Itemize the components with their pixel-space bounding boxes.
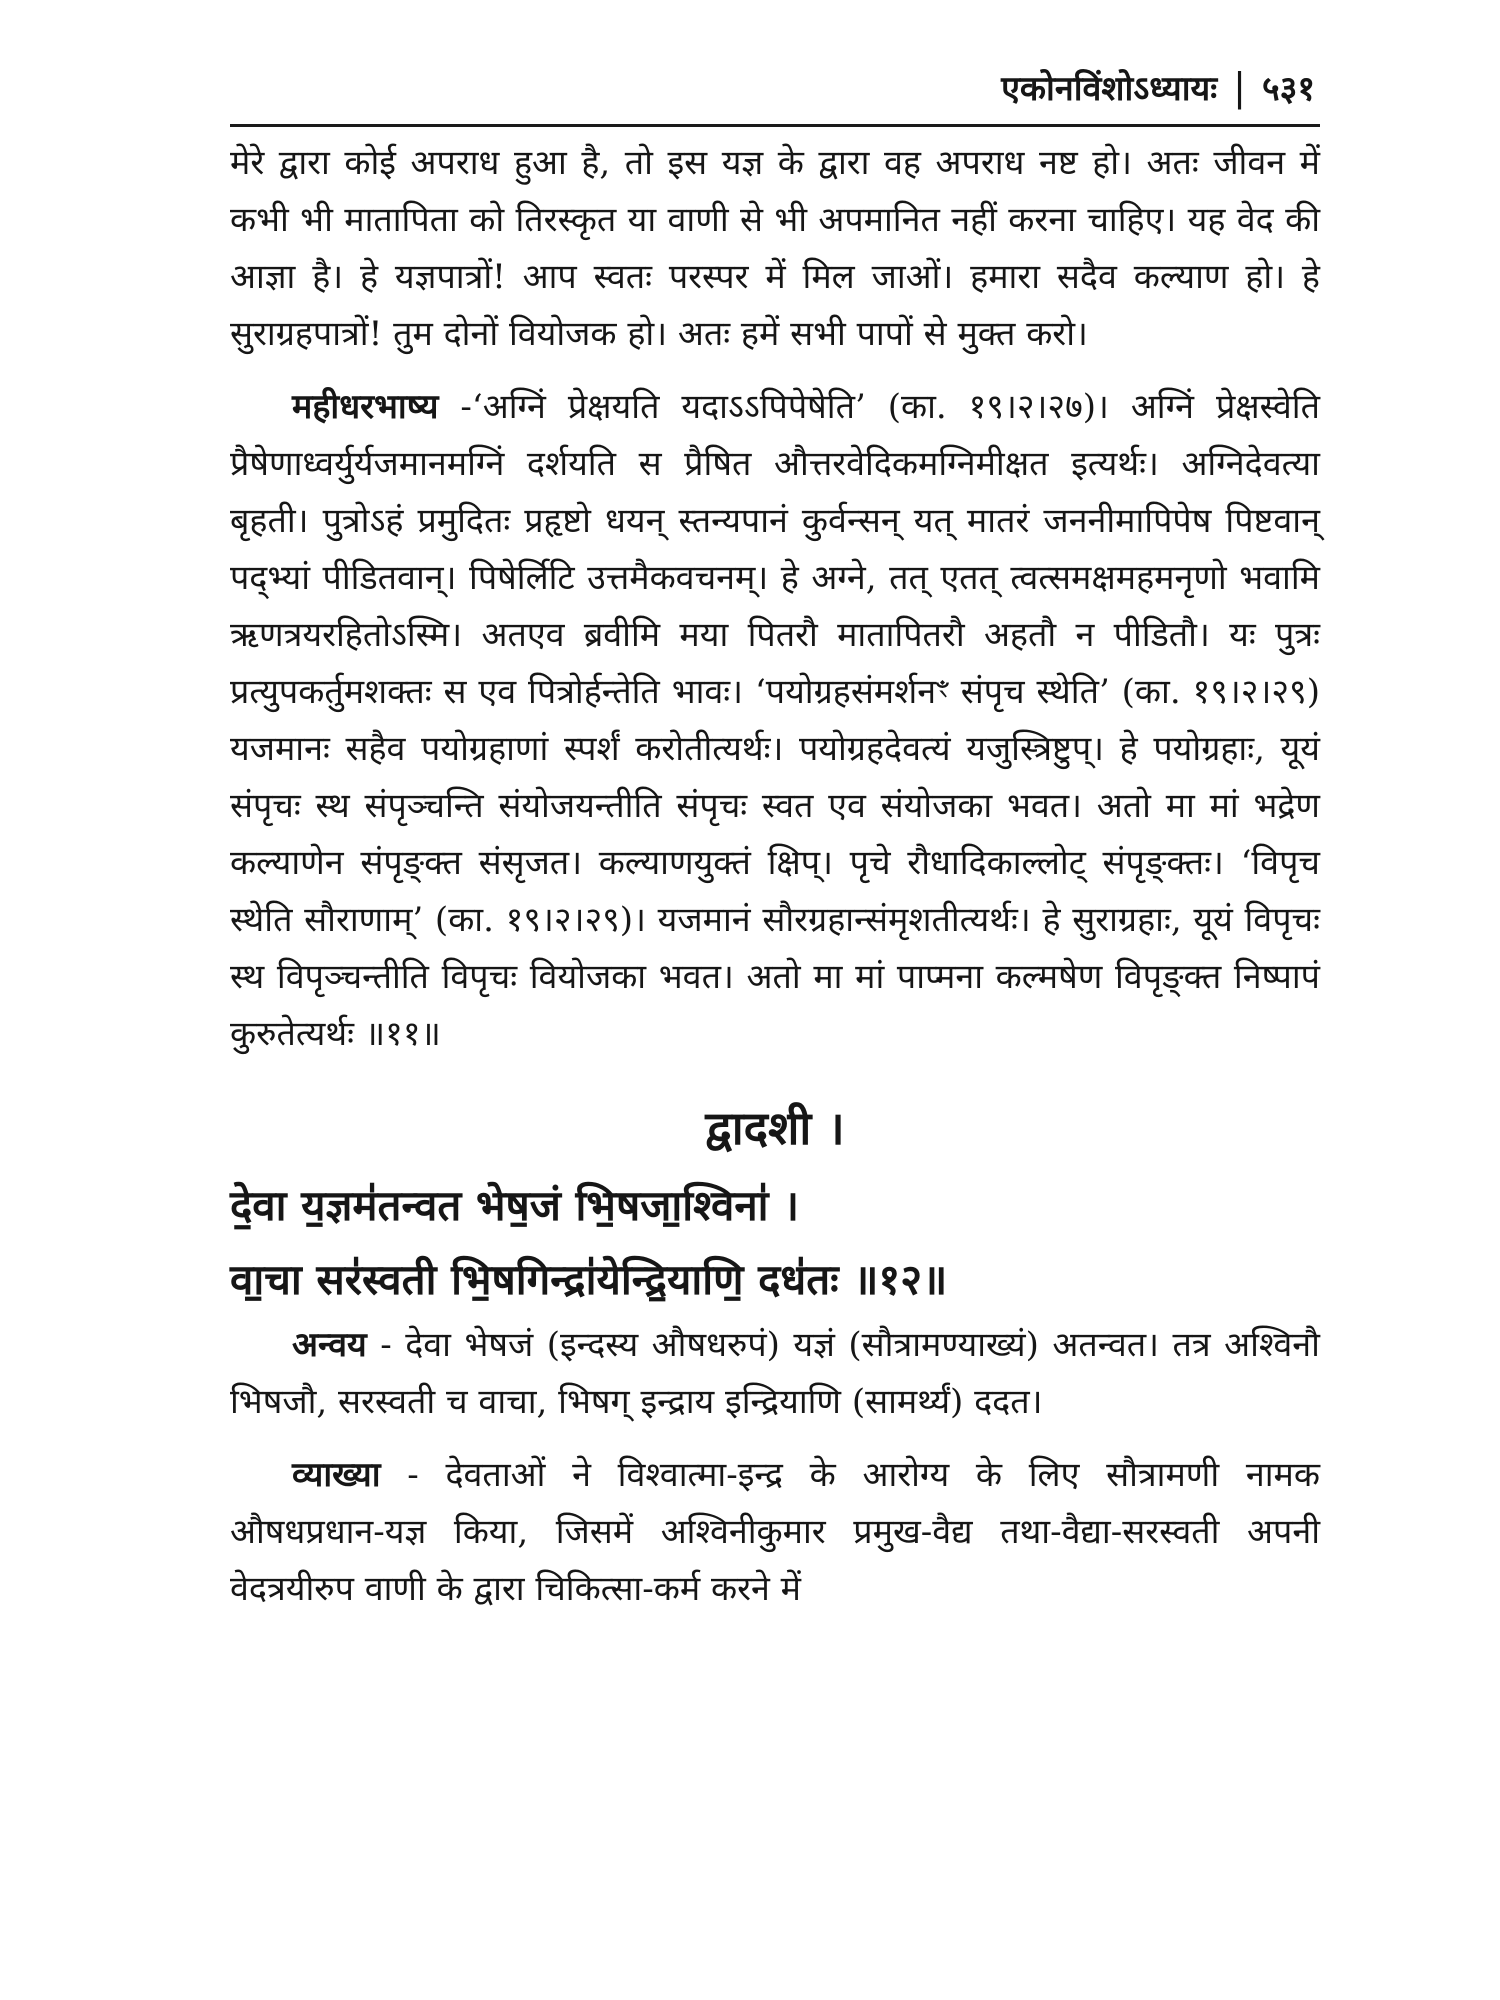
- verse-line-1: दे॒वा य॒ज्ञम॑तन्वत भेष॒जं भि॒षजा॒श्विना॑ ।: [230, 1181, 800, 1230]
- paragraph-anvaya: [230, 1317, 1320, 1431]
- page-body: [230, 135, 1320, 1618]
- page-number: ५३१: [1261, 69, 1315, 109]
- paragraph-mahidhar-bhashya: [230, 379, 1320, 1063]
- paragraph-vyakhya: [230, 1447, 1320, 1618]
- bhashya-text: -‘अग्निं प्रेक्षयति यदाऽऽपिपेषेति’ (का. १९।२।२७)। अग्निं प्रेक्षस्वेति प्रैषेणाध्वर्युर्यजमानमग्निं दर्शयति स प्रैषित औत्तरवेदिकमग्निमीक्षत इत्यर्थः। अग्निदेवत्या बृहती। पुत्रोऽहं प्रमुदितः प्रहृष्टो धयन् स्तन्यपानं कुर्वन्सन् यत् मातरं जननीमापिपेष पिष्टवान् पद्भ्यां पीडितवान्। पिषेर्लिटि उत्तमैकवचनम्। हे अग्ने, तत् एतत् त्वत्समक्षमहमनृणो भवामि ऋणत्रयरहितोऽस्मि। अतएव ब्रवीमि मया पितरौ मातापितरौ अहतौ न पीडितौ। यः पुत्रः प्रत्युपकर्तुमशक्तः स एव पित्रोर्हन्तेति भावः। ‘पयोग्रहसंमर्शनꣳ संपृच स्थेति’ (का. १९।२।२९) यजमानः सहैव पयोग्रहाणां स्पर्शं करोतीत्यर्थः। पयोग्रहदेवत्यं यजुस्त्रिष्टुप्। हे पयोग्रहाः, यूयं संपृचः स्थ संपृञ्चन्ति संयोजयन्तीति संपृचः स्वत एव संयोजका भवत। अतो मा मां भद्रेण कल्याणेन संपृङ्क्त संसृजत। कल्याणयुक्तं क्षिप्। पृचे रौधादिकाल्लोट् संपृङ्क्तः। ‘विपृच स्थेति सौराणाम्’ (का. १९।२।२९)। यजमानं सौरग्रहान्संमृशतीत्यर्थः। हे सुराग्रहाः, यूयं विपृचः स्थ विपृञ्चन्तीति विपृचः वियोजका भवत। अतो मा मां पाप्मना कल्मषेण विपृङ्क्त निष्पापं कुरुतेत्यर्थः ॥११॥: [230, 387, 1320, 1054]
- verse-line-2: वा॒चा सर॑स्वती भि॒षगिन्द्रा॑येन्द्रि॒याणि॒ दध॑तः ॥१२॥: [230, 1255, 948, 1304]
- header-rule: [230, 124, 1320, 127]
- running-header: [230, 52, 1315, 122]
- chapter-title: एकोनविंशोऽध्यायः: [1001, 69, 1218, 109]
- section-heading: द्वादशी ।: [705, 1101, 845, 1155]
- anvaya-text: - देवा भेषजं (इन्दस्य औषधरुपं) यज्ञं (सौत्रामण्याख्यं) अतन्वत। तत्र अश्विनौ भिषजौ, सरस्वती च वाचा, भिषग् इन्द्राय इन्द्रियाणि (सामर्थ्यं) ददत।: [230, 1325, 1320, 1422]
- vyakhya-label: व्याख्या: [292, 1455, 381, 1495]
- bhashya-label: महीधरभाष्य: [292, 387, 439, 427]
- header-separator: |: [1233, 65, 1246, 109]
- paragraph-translation: मेरे द्वारा कोई अपराध हुआ है, तो इस यज्ञ के द्वारा वह अपराध नष्ट हो। अतः जीवन में कभी भी मातापिता को तिरस्कृत या वाणी से भी अपमानित नहीं करना चाहिए। यह वेद की आज्ञा है। हे यज्ञपात्रों! आप स्वतः परस्पर में मिल जाओं। हमारा सदैव कल्याण हो। हे सुराग्रहपात्रों! तुम दोनों वियोजक हो। अतः हमें सभी पापों से मुक्त करो।: [230, 143, 1320, 354]
- vyakhya-text: - देवताओं ने विश्वात्मा-इन्द्र के आरोग्य के लिए सौत्रामणी नामक औषधप्रधान-यज्ञ किया, जिसमें अश्विनीकुमार प्रमुख-वैद्य तथा-वैद्या-सरस्वती अपनी वेदत्रयीरुप वाणी के द्वारा चिकित्सा-कर्म करने में: [230, 1455, 1320, 1609]
- anvaya-label: अन्वय: [292, 1325, 367, 1365]
